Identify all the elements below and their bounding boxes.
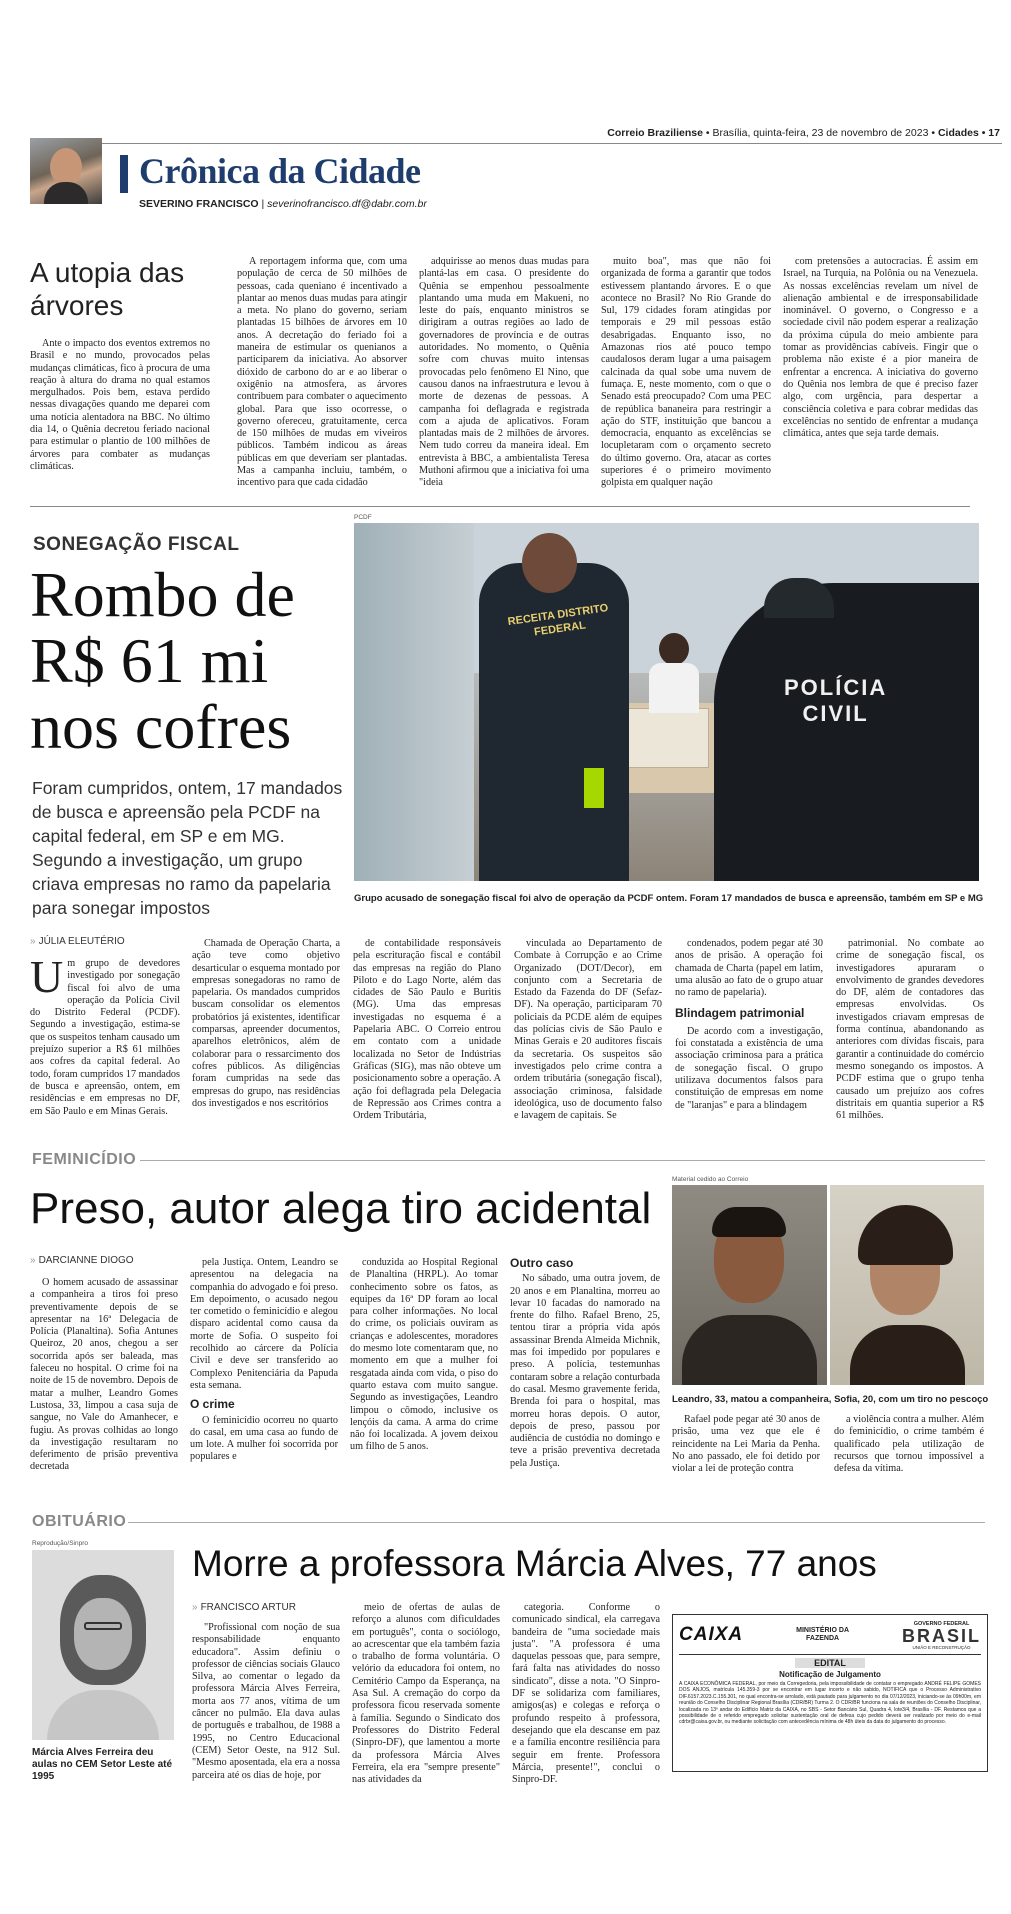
feminicidio-rule [140,1160,985,1161]
column-col-3 [419,256,589,490]
columnist-email: severinofrancisco.df@dabr.com.br [267,198,427,210]
sonegacao-photo-credit: PCDF [354,514,372,521]
suspect-photo [672,1185,827,1385]
brasil-logo: BRASIL [902,1625,981,1646]
sonegacao-text-5: condenados, podem pegar até 30 anos de prisão. A operação foi chamada de Charta (papel em latim, uma alusão ao fato de o grupo atuar no ramo de papelaria). [675,938,823,999]
sonegacao-subhead: Blindagem patrimonial [675,1006,805,1021]
headline-line-1: Rombo de [30,559,295,630]
feminicidio-byline-name: DARCIANNE DIOGO [38,1255,134,1266]
feminicidio-subhead-2: Outro caso [510,1256,574,1270]
feminicidio-photo-credit: Material cedido ao Correio [672,1176,749,1183]
feminicidio-col-5 [672,1414,820,1475]
column-title: Crônica da Cidade [139,151,421,191]
obituario-photo-credit: Reprodução/Sinpro [32,1540,89,1547]
obituario-col-1 [192,1622,340,1782]
sonegacao-col-5 [675,938,823,1112]
obituario-text-3: categoria. Conforme o comunicado sindical, ela carregava bandeira de "uma sociedade mais justa". "A professora é uma daquelas pessoas que, para sempre, fará falta nas atividades do nosso sindicato", disse a nota. "O Sinpro-DF se solidariza com familiares, amigos(as) e colegas e reforça o profundo respeito à professora, desejando que ela descanse em paz e a família encontre resiliência para seguir em frente. Professora Márcia, presente!", conclui o Sinpro-DF. [512,1602,660,1786]
vest-policia-civil-text [784,675,887,727]
byline-name: JÚLIA ELEUTÉRIO [38,936,125,947]
feminicidio-text-7: a violência contra a mulher. Além do feminicídio, o crime também é qualificado pela utilização de recursos que tornou impossível a defesa da vítima. [834,1414,984,1475]
title-bar [120,155,128,193]
sonegacao-text-7: patrimonial. No combate ao crime de sonegação fiscal, os investigadores apuraram o envolvimento de grandes devedores do DF, além de contadores das empresas envolvidas. Os investigados criavam empresas de forma contínua, abandonando as anteriores com dívidas fiscais, para garantir a continuidade do comércio mesmo sonegando os impostos. A PCDF estima que o grupo tenha causado um prejuízo aos cofres distritais em quantia superior a R$ 61 milhões. [836,938,984,1122]
newspaper-name: Correio Braziliense [607,127,703,139]
column-col-5 [783,256,978,440]
vest-line-2: CIVIL [802,701,869,726]
feminicidio-text-6: Rafael pode pegar até 30 anos de prisão, uma vez que ele é reincidente na Lei Maria da Penha. No ano passado, ele foi detido por violar a lei de proteção contra [672,1414,820,1475]
column-bottom-rule [30,506,970,507]
sonegacao-col-3 [353,938,501,1122]
column-text-1: Ante o impacto dos eventos extremos no Brasil e no mundo, provocados pelas mudanças climáticas, fico à procura de uma reação à altura do drama no qual estamos mergulhados. Pois bem, estava perdido nessas divagações quando me deparei com uma notícia alentadora na BBC. No último dia 14, o Quênia decretou feriado nacional para estimular o plantio de 100 milhões de árvores para combater as mudanças climáticas. [30,338,210,472]
feminicidio-col-1 [30,1277,178,1474]
feminicidio-col-3 [350,1257,498,1454]
sonegacao-text-2: Chamada de Operação Charta, a ação teve como objetivo desarticular o esquema montado por empresas sonegadoras no ramo de papelaria. Os mandados cumpridos buscam consolidar os elementos probatórios já existentes, identificar comparsas, apreender documentos, aparelhos eletrônicos, além de colaborar para o ressarcimento dos cofres públicos. As diligências foram cumpridas na sede das empresas do grupo, nas residências dos investigados e nos escritórios [192,938,340,1109]
obituario-photo [32,1550,174,1740]
sonegacao-kicker: SONEGAÇÃO FISCAL [33,534,240,555]
header-rule [30,143,1002,144]
feminicidio-col-2 [190,1257,338,1464]
edital-text: A CAIXA ECONÔMICA FEDERAL, por meio da Corregedoria, pela impossibilidade de contatar o empregado ANDRÉ FELIPE GOMES DOS ANJOS, matrícula 145.359-3 por se encontrar em lugar incerto e não sabido, NOTIFICA que o Processo Administrativo DIF.6157.2023.C.155.301, no qual encontra-se arrolado, está pautado para julgamento no dia 07/12/2023, iniciando-se às 09h00m, em reunião do Conselho Disciplinar Regional Brasília (CDR/BR) Turma 2. O CDR/BR funciona na sala de reuniões do Conselho Disciplinar, localizada no 13º andar do Edifício Matriz da CAIXA, no SBS - Setor Bancário Sul, Quadra 4, lote3/4, Brasília - DF. Restamos que a possibilidade de o referido empregado solicitar sustentação oral de defesa cujo pedido deverá ser realizado por meio do e-mail cdrbr@caixa.gov.br, ou mediante solicitação com antecedência mínima de 48h úteis da data do julgamento do processo. [679,1681,981,1726]
feminicidio-photo-caption: Leandro, 33, matou a companheira, Sofia, 20, com um tiro no pescoço [672,1394,989,1405]
dropcap: U [30,951,64,1002]
feminicidio-text-1: O homem acusado de assassinar a companheira a tiros foi preso preventivamente depois de se apresentar na 16ª Delegacia de Polícia (Planaltina). Sofia Antunes Queiroz, 20 anos, chegou a ser socorrida após ser baleada, mas faleceu no hospital. O crime foi na noite de 15 de novembro. Depois de matar a mulher, Leandro Gomes Lustosa, 33, limpou a casa suja de sangue, no Vale do Amanhecer, e fugiu. As provas colhidas ao longo da investigação resultaram no deferimento de prisão preventiva decretada [30,1277,178,1473]
gov-federal-label: GOVERNO FEDERAL [913,1620,970,1627]
ministry-name: MINISTÉRIO DA FAZENDA [796,1627,849,1642]
feminicidio-text-2: pela Justiça. Ontem, Leandro se apresentou na delegacia na companhia do advogado e foi preso. Em depoimento, o acusado negou ter cometido o feminicídio e alegou disparo acidental como causa da morte de Sofia. O suspeito foi recolhido ao cárcere da Polícia Civil e deve ser transferido ao Complexo Penitenciária da Papuda esta semana. [190,1257,338,1391]
caixa-logo: CAIXA [679,1624,744,1645]
obituario-col-2 [352,1602,500,1786]
caixa-edital-ad [672,1614,988,1772]
gov-slogan: UNIÃO E RECONSTRUÇÃO [912,1644,971,1650]
sonegacao-col-1 [30,951,180,1118]
feminicidio-subhead-1: O crime [190,1397,235,1412]
column-text-3: adquirisse ao menos duas mudas para plantá-las em casa. O presidente do Quênia se empenhou pessoalmente plantando uma muda em Makueni, no leste do país, enquanto ministros se dirigiram a outras regiões ao lado de governadores de província e de outras autoridades. No momento, o Quênia sofre com chuvas muito intensas provocadas pelo fenômeno El Nino, que causou danos na infraestrutura e levou à morte de dezenas de pessoas. A campanha foi deflagrada e registrada com a ajuda de aplicativos. Foram plantadas mais de 2 milhões de árvores. Nem tudo correu da maneira ideal. Em entrevista à BBC, a ambientalista Teresa Muthoni afirmou que a iniciativa foi uma "ideia [419,256,589,489]
feminicidio-label: FEMINICÍDIO [32,1151,137,1168]
headline-line-2: R$ 61 mi [30,625,269,696]
column-text-5: com pretensões a autocracias. É assim em Israel, na Turquia, na Polônia ou na Venezuela. As nossas excelências revelam um nível de alienação ambiental e de irresponsabilidade inominável. O governo, o Congresso e a sociedade civil não podem esperar a realização da próxima cúpula do meio ambiente para tomar as providências cabíveis. Fingir que o problema não existe é a pior maneira de enfrentar a encrenca. A iniciativa do governo do Quênia nos lembra de que é preciso fazer algo, com urgência, para despertar a consciência coletiva e para cobrar medidas das excelências no sentido de enfrentar a mudança climática, antes que seja tarde demais. [783,256,978,440]
section-name: Cidades [937,127,979,139]
sonegacao-text-3: de contabilidade responsáveis pela escrituração fiscal e contábil das empresas na região do Plano Piloto e do Lago Norte, além das cidades de São Paulo e Buritis (MG). Uma das empresas investigadas no esquema é a Papelaria ABC. O Correio entrou em contato com a unidade localizada no Setor de Indústrias Gráficas (SIG), mas não obteve um posicionamento sobre a operação. A ação foi deflagrada pela Delegacia de Repressão aos Crimes contra a Ordem Tributária, [353,938,501,1122]
feminicidio-headline: Preso, autor alega tiro acidental [30,1184,652,1233]
columnist-name: SEVERINO FRANCISCO [139,198,259,210]
sonegacao-text-1: m grupo de devedores investigado por sonegação fiscal foi alvo de uma operação da Polícia Civil do Distrito Federal (PCDF). Segundo a investigação, estima-se que os suspeitos tenham causado um prejuízo superior a R$ 61 milhões aos cofres da capital federal. Ao todo, foram cumpridos 17 mandados de busca e apreensão, ontem, em residências e em empresas no DF, em São Paulo e em Minas Gerais. [30,958,180,1117]
obituario-label: OBITUÁRIO [32,1513,127,1530]
column-headline: A utopia das árvores [30,257,185,321]
column-col-4 [601,256,771,490]
obituario-headline: Morre a professora Márcia Alves, 77 anos [192,1543,877,1584]
sonegacao-headline [30,559,350,762]
sonegacao-byline: » JÚLIA ELEUTÉRIO [30,936,125,947]
column-text-2: A reportagem informa que, com uma população de cerca de 50 milhões de pessoas, cada queniano é incentivado a plantar ao menos duas mudas para atingir a meta. No plano do governo, seriam plantadas 15 bilhões de árvores em 10 anos. A decretação do feriado foi a maneira de estimular os quenianos a participarem da iniciativa. Ao absorver dióxido de carbono do ar e ao liberar o oxigênio na atmosfera, as árvores contribuem para combater o aquecimento global. Para que isso ocorresse, o governo ofereceu, gratuitamente, cerca de 150 milhões de mudas em viveiros públicos. Também indicou as áreas públicas em que deveriam ser plantadas. Mas a campanha incluiu, também, o incentivo para que cada cidadão [237,256,407,489]
column-text-4: muito boa", mas que não foi organizada de forma a garantir que todos estivessem plantando árvores. E o que acontece no Brasil? No Rio Grande do Sul, 179 cidades foram atingidas por temporais e 29 mil pessoas estão desabrigadas. Enquanto isso, no Amazonas rios até pouco tempo caudalosos deram lugar a uma paisagem calcinada da qual sobe uma nuvem de fumaça. E, neste momento, com o que o Senado está preocupado? Com uma PEC de república bananeira para restringir a ação do STF, instituição que bancou a democracia, enquanto as excelências se locupletaram com o orçamento secreto do último governo. Ora, atacar as cortes superiores é o primeiro movimento golpista em qualquer nação [601,256,771,489]
obituario-byline: » FRANCISCO ARTUR [192,1602,296,1613]
sonegacao-col-4 [514,938,662,1122]
obituario-byline-name: FRANCISCO ARTUR [200,1602,296,1613]
sonegacao-deck: Foram cumpridos, ontem, 17 mandados de busca e apreensão pela PCDF na capital federal, em SP e em MG. Segundo a investigação, um grupo criava empresas no ramo da papelaria para sonegar impostos [32,778,343,918]
sonegacao-text-4: vinculada ao Departamento de Combate à Corrupção e ao Crime Organizado (DOT/Decor), em conjunto com a Secretaria de Estado da Fazenda do DF (Sefaz-DF). Na operação, participaram 70 policiais da PCDE além de equipes das polícias civis de São Paulo e Minas Gerais e 20 auditores fiscais da secretaria. Os suspeitos são investigados pelo crime contra a ordem tributária (sonegação fiscal), associação criminosa, falsidade ideológica, uso de documento falso e lavagem de capitais. Se [514,938,662,1122]
sonegacao-col-6 [836,938,984,1122]
column-col-1 [30,338,210,473]
edital-title: EDITAL [795,1658,865,1668]
dateline: • Brasília, quinta-feira, 23 de novembro de 2023 • [705,127,936,139]
victim-photo [830,1185,984,1385]
obituario-col-3 [512,1602,660,1786]
columnist-photo [30,138,102,204]
sonegacao-text-6: De acordo com a investigação, foi constatada a existência de uma associação criminosa para a prática de sonegação fiscal. O grupo utilizava documentos falsos para constituição de empresas em nome de "laranjas" e para a blindagem [675,1025,823,1111]
vest-line-1: POLÍCIA [784,675,888,700]
feminicidio-text-5: No sábado, uma outra jovem, de 20 anos e em Planaltina, morreu ao levar 10 facadas do namorado na frente do filho. Rafael Breno, 25, tentou tirar a própria vida após assassinar Brenda Almeida Michnik, mas foi impedido por populares e preso. A polícia, testemunhas contaram sobre a relação conturbada do casal. Mesmo gravemente ferida, Brenda foi para o hospital, mas morreu horas depois. O autor, depois de preso, passou por audiência de custódia no domingo e teve a prisão preventiva decretada pela Justiça. [510,1273,660,1469]
column-byline: SEVERINO FRANCISCO | severinofrancisco.df@dabr.com.br [139,198,427,210]
feminicidio-col-4 [510,1257,660,1470]
obituario-caption: Márcia Alves Ferreira deu aulas no CEM Setor Leste até 1995 [32,1747,173,1782]
column-col-2 [237,256,407,490]
sonegacao-col-2 [192,938,340,1110]
obituario-text-2: meio de ofertas de aulas de reforço a alunos com dificuldades em português", conta o sociólogo, ao acrescentar que ela também fazia o trabalho de forma voluntária. O velório da educadora foi ontem, no Cemitério Campo da Esperança, na Asa Sul. A cremação do corpo da professora ficou reservada somente à família. Segundo o Sindicato dos Professores do Distrito Federal (Sinpro-DF), que lamentou a morte da professora Márcia Alves Ferreira, ela era "sempre presente" nas atividades da [352,1602,500,1786]
obituario-text-1: "Profissional com noção de sua responsabilidade enquanto educadora". Assim definiu o professor de ciências sociais Glauco Silva, ao comentar o legado da professora Márcia Alves Ferreira, morta aos 77 anos, vítima de um câncer no pulmão. Ela dava aulas de português e trabalhou, de 1988 a 1995, no Centro Educacional (CEM) Setor Oeste, na 912 Sul. "Mesmo aposentada, ela era a nossa parceira até os dias de hoje, por [192,1622,340,1781]
feminicidio-text-4: conduzida ao Hospital Regional de Planaltina (HRPL). Ao tomar conhecimento sobre os fatos, as equipes da 16ª DP foram ao local para colher informações. No local do crime, os policiais ouviram as crianças e adolescentes, moradores do mesmo lote comentaram que, no momento em que a mulher foi resgatada ainda com vida, o piso do quarto estava com muito sangue. Segundo as investigações, Leandro limpou o cômodo, inclusive os lençóis da cama. A arma do crime não foi localizada. A jovem deixou um filho de 5 anos. [350,1257,498,1453]
obituario-rule [128,1522,985,1523]
sonegacao-photo-caption: Grupo acusado de sonegação fiscal foi alvo de operação da PCDF ontem. Foram 17 mandados de busca e apreensão, também em SP e MG [354,893,984,904]
feminicidio-text-3: O feminicídio ocorreu no quarto do casal, em uma casa ao fundo de um lote. A mulher foi socorrida por populares e [190,1414,338,1463]
operation-photo [354,523,979,881]
page-number: • 17 [981,127,1000,139]
feminicidio-col-6 [834,1414,984,1475]
vest-receita-text: RECEITA DISTRITO FEDERAL [507,602,609,639]
feminicidio-byline: » DARCIANNE DIOGO [30,1255,134,1266]
headline-line-3: nos cofres [30,691,292,762]
edital-subtitle: Notificação de Julgamento [779,1670,881,1679]
page-header [560,127,1000,139]
